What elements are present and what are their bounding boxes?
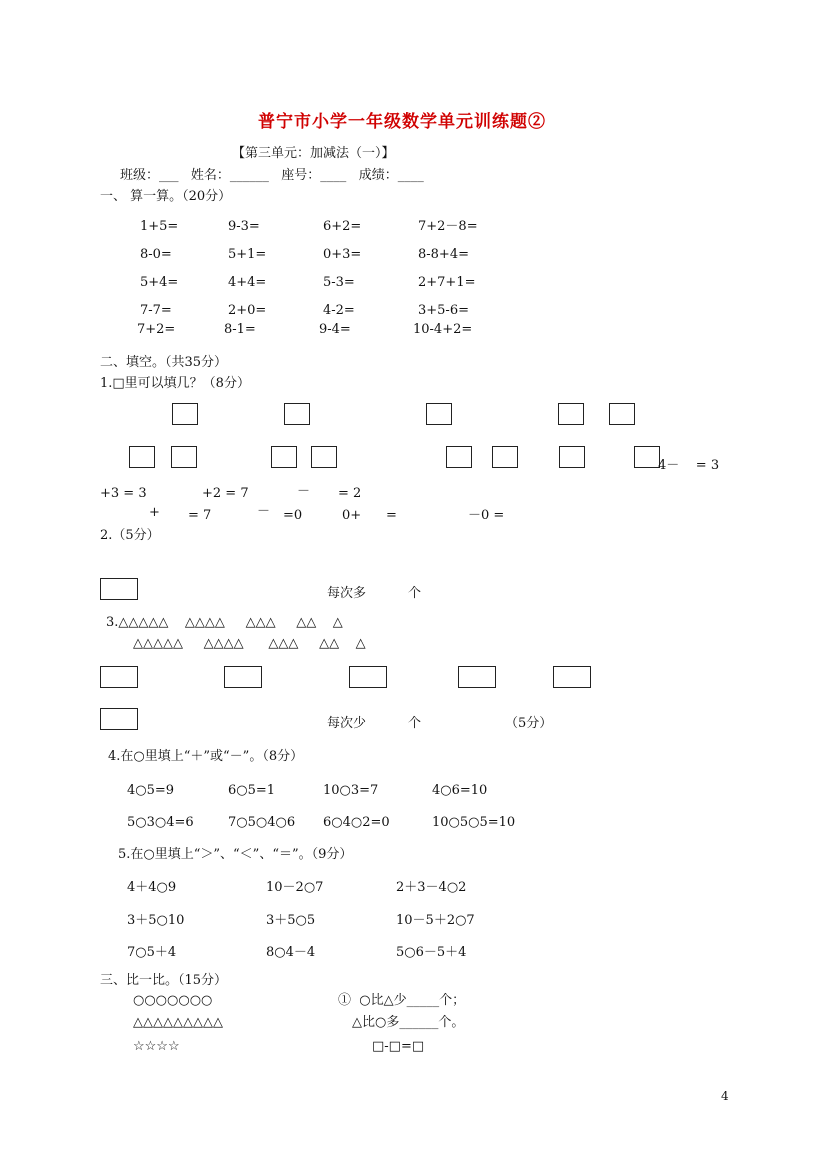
page-title: 普宁市小学一年级数学单元训练题② <box>258 112 546 132</box>
q5-item: 5○6－5＋4 <box>396 945 467 960</box>
q1-equation: +2 = 7 <box>202 486 249 501</box>
calc-item: 9-3= <box>228 219 260 234</box>
q1-equation: = 2 <box>338 486 362 501</box>
q4-item: 4○5=9 <box>127 783 175 798</box>
q4-item: 10○5○5=10 <box>432 815 516 830</box>
answer-box[interactable] <box>559 446 585 468</box>
q3-triangles-row1: 3.△△△△△ △△△△ △△△ △△ △ <box>106 615 343 630</box>
answer-box[interactable] <box>100 578 138 600</box>
calc-item: 1+5= <box>140 219 179 234</box>
calc-item: 2+7+1= <box>418 275 476 290</box>
q4-item: 4○6=10 <box>432 783 488 798</box>
q5-item: 10－2○7 <box>266 880 324 895</box>
calc-item: 7-7= <box>140 303 172 318</box>
q4-item: 7○5○4○6 <box>228 815 296 830</box>
section2-heading: 二、填空。（共35分） <box>100 355 228 370</box>
compare-question-a: ① ○比△少_____个； <box>338 993 466 1008</box>
answer-box[interactable] <box>458 666 496 688</box>
calc-item: 7+2= <box>137 322 176 337</box>
calc-item: 5+4= <box>140 275 179 290</box>
unit-subtitle: 【第三单元：加减法（一）】 <box>232 146 395 161</box>
q1-label: 1.□里可以填几？（8分） <box>100 376 250 391</box>
q2-unit: 个 <box>408 586 422 601</box>
q5-item: 4＋4○9 <box>127 880 177 895</box>
q2-label: 2.（5分） <box>100 528 160 543</box>
answer-box[interactable] <box>426 403 452 425</box>
q5-item: 3＋5○10 <box>127 913 185 928</box>
calc-item: 9-4= <box>319 322 351 337</box>
q1-equation: － <box>257 504 271 519</box>
q1-equation: = 7 <box>188 508 212 523</box>
answer-box[interactable] <box>100 708 138 730</box>
q1-equation: + <box>149 505 160 520</box>
answer-box[interactable] <box>446 446 472 468</box>
calc-item: 10-4+2= <box>413 322 473 337</box>
answer-box[interactable] <box>311 446 337 468</box>
answer-box[interactable] <box>129 446 155 468</box>
triangle-row: △△△△△△△△△ <box>133 1015 223 1030</box>
section3-heading: 三、比一比。（15分） <box>100 973 228 988</box>
calc-item: 5-3= <box>323 275 355 290</box>
answer-box[interactable] <box>492 446 518 468</box>
q1-equation: +3 = 3 <box>100 486 147 501</box>
calc-item: 7+2－8= <box>418 219 478 234</box>
star-row: ☆☆☆☆ <box>133 1039 180 1054</box>
page-number: 4 <box>721 1089 729 1103</box>
q4-item: 6○5=1 <box>228 783 276 798</box>
compare-question-c: □-□=□ <box>372 1039 425 1054</box>
q1-equation: 0+ <box>342 508 362 523</box>
answer-box[interactable] <box>100 666 138 688</box>
q5-item: 10－5＋2○7 <box>396 913 475 928</box>
answer-box[interactable] <box>171 446 197 468</box>
compare-question-b: △比○多______个。 <box>352 1015 465 1030</box>
q3-triangles-row2: △△△△△ △△△△ △△△ △△ △ <box>133 636 366 651</box>
answer-box[interactable] <box>172 403 198 425</box>
q3-text: 每次少 <box>327 716 367 731</box>
answer-box[interactable] <box>553 666 591 688</box>
answer-box[interactable] <box>349 666 387 688</box>
answer-box[interactable] <box>558 403 584 425</box>
answer-box[interactable] <box>634 446 660 468</box>
q2-text: 每次多 <box>327 586 367 601</box>
q5-item: 7○5＋4 <box>127 945 177 960</box>
calc-item: 0+3= <box>323 247 362 262</box>
answer-box[interactable] <box>284 403 310 425</box>
q4-item: 5○3○4=6 <box>127 815 194 830</box>
q1-equation: －0 = <box>468 508 505 523</box>
q5-item: 8○4－4 <box>266 945 316 960</box>
q4-item: 6○4○2=0 <box>323 815 390 830</box>
calc-item: 6+2= <box>323 219 362 234</box>
q1-equation: =0 <box>283 508 303 523</box>
calc-item: 2+0= <box>228 303 267 318</box>
q4-label: 4.在○里填上“＋”或“－”。（8分） <box>108 749 304 764</box>
q1-equation: － <box>297 484 311 499</box>
q5-label: 5.在○里填上“＞”、“＜”、“＝”。（9分） <box>118 847 353 862</box>
answer-box[interactable] <box>271 446 297 468</box>
q4-item: 10○3=7 <box>323 783 379 798</box>
q1-equation: = <box>386 508 397 523</box>
calc-item: 5+1= <box>228 247 267 262</box>
calc-item: 4+4= <box>228 275 267 290</box>
circle-row: ○○○○○○○ <box>133 993 213 1008</box>
answer-box[interactable] <box>609 403 635 425</box>
q3-unit: 个 <box>408 716 422 731</box>
q1-equation: 4－ = 3 <box>658 458 720 473</box>
calc-item: 4-2= <box>323 303 355 318</box>
q5-item: 3＋5○5 <box>266 913 316 928</box>
section1-heading: 一、 算一算。（20分） <box>100 189 232 204</box>
q3-score: （5分） <box>505 716 553 731</box>
calc-item: 8-1= <box>224 322 256 337</box>
calc-item: 3+5-6= <box>418 303 469 318</box>
calc-item: 8-0= <box>140 247 172 262</box>
student-info-line: 班级：___ 姓名：______ 座号：____ 成绩：____ <box>120 168 424 183</box>
q5-item: 2＋3－4○2 <box>396 880 467 895</box>
calc-item: 8-8+4= <box>418 247 469 262</box>
answer-box[interactable] <box>224 666 262 688</box>
